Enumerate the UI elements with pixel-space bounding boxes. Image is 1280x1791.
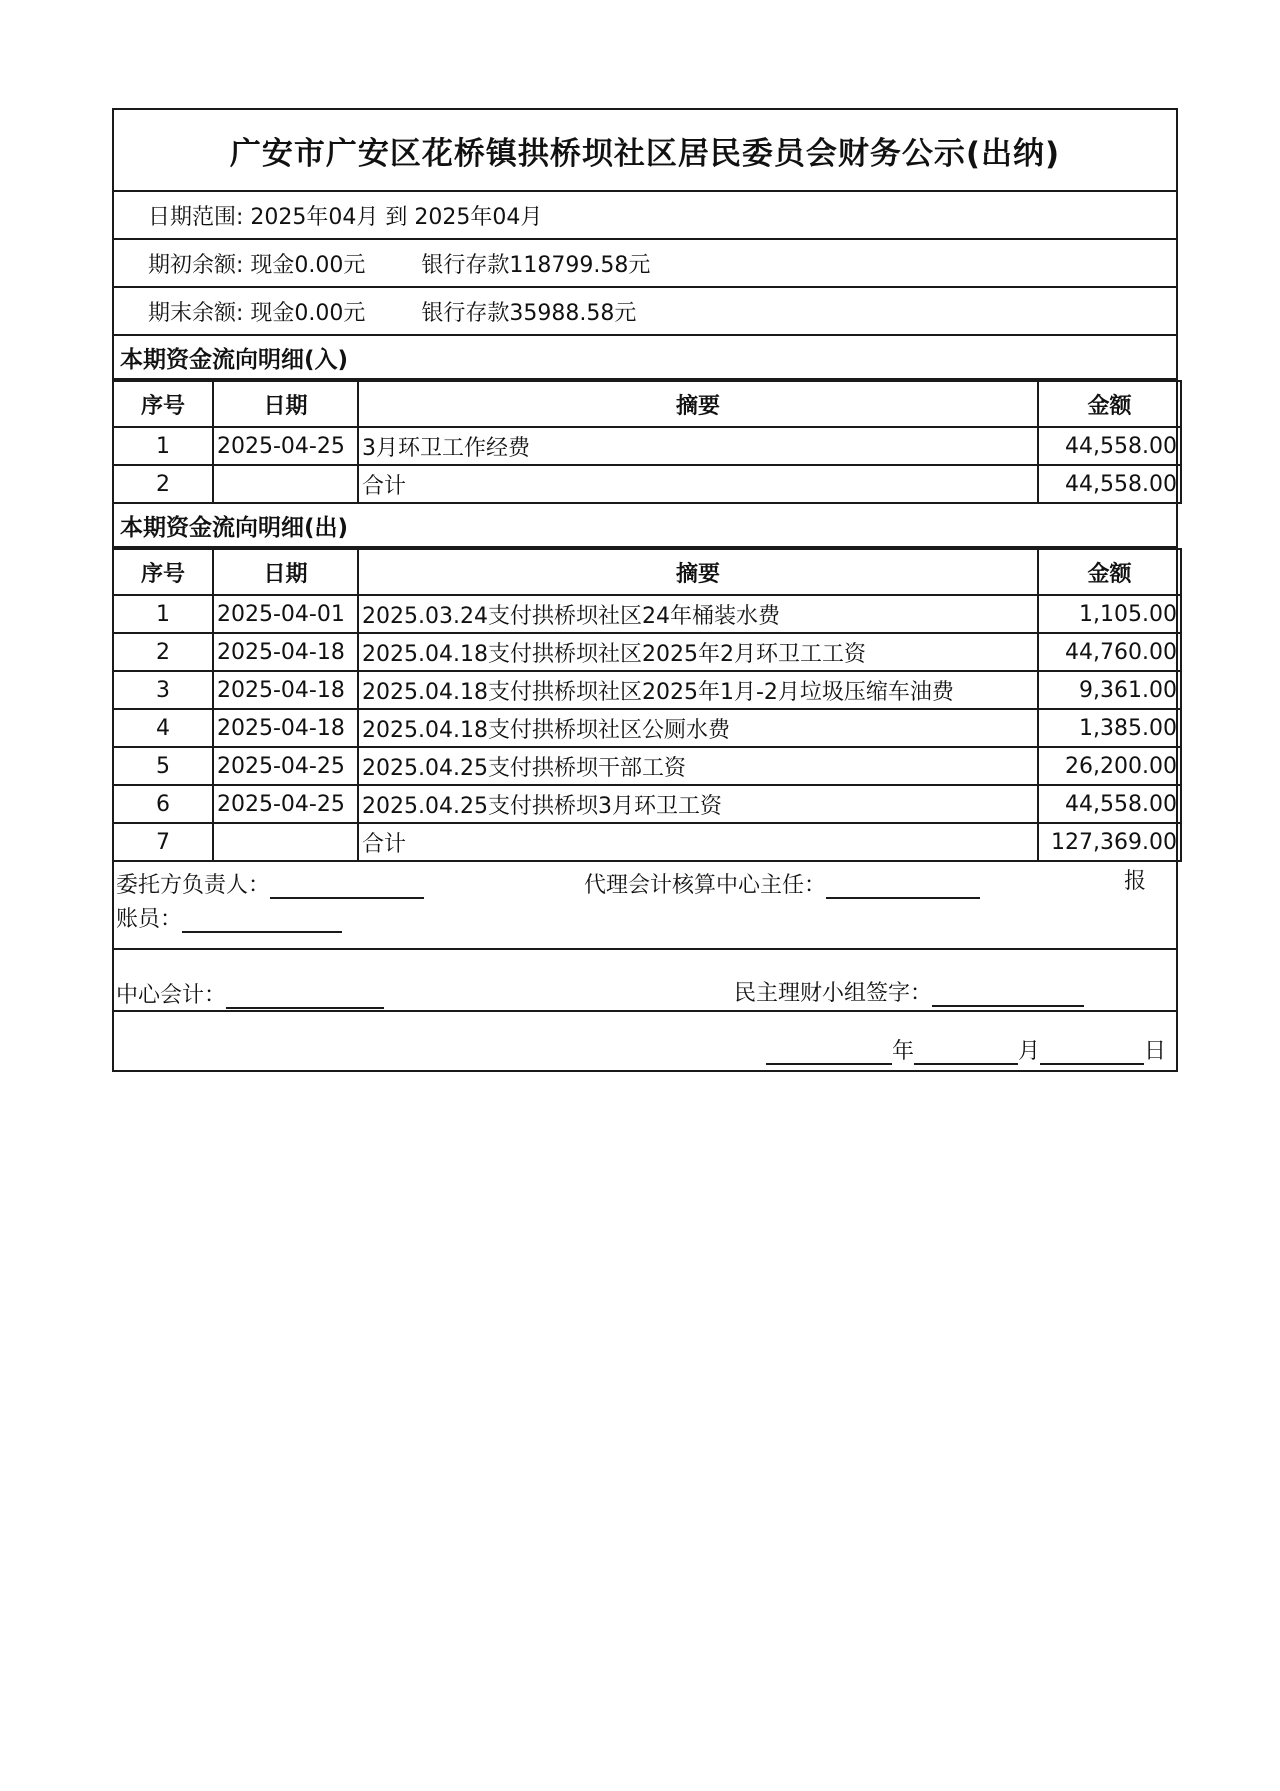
report-char: 报 [1124, 869, 1147, 894]
row-amount: 44,558.00 [1038, 465, 1181, 503]
closing-cash: 期末余额: 现金0.00元 [148, 300, 366, 326]
row-no: 6 [113, 785, 213, 823]
expense-table [112, 548, 1182, 862]
row-amount: 9,361.00 [1038, 671, 1181, 709]
director-label-group [584, 868, 980, 899]
closing-balance-row [114, 288, 1176, 336]
table-row [113, 595, 1181, 633]
row-desc: 2025.04.18支付拱桥坝社区2025年1月-2月垃圾压缩车油费 [358, 671, 1038, 709]
row-amount: 44,558.00 [1038, 785, 1181, 823]
row-amount: 1,385.00 [1038, 709, 1181, 747]
center-accountant-label: 中心会计： [116, 983, 227, 1008]
header-date: 日期 [213, 549, 358, 595]
row-no: 1 [113, 595, 213, 633]
row-date: 2025-04-18 [213, 671, 358, 709]
header-no: 序号 [113, 549, 213, 595]
director-signature-line [826, 875, 980, 899]
opening-bank: 银行存款118799.58元 [421, 252, 651, 278]
accountant-label-group [116, 902, 342, 933]
row-date: 2025-04-18 [213, 709, 358, 747]
table-row [113, 427, 1181, 465]
row-desc: 3月环卫工作经费 [358, 427, 1038, 465]
row-no: 2 [113, 633, 213, 671]
table-row [113, 785, 1181, 823]
row-date: 2025-04-25 [213, 785, 358, 823]
day-line [1040, 1041, 1144, 1065]
democratic-group-label: 民主理财小组签字： [734, 981, 933, 1006]
row-desc: 2025.04.18支付拱桥坝社区2025年2月环卫工工资 [358, 633, 1038, 671]
month-label: 月 [1018, 1039, 1041, 1064]
header-amount: 金额 [1038, 381, 1181, 427]
row-amount: 26,200.00 [1038, 747, 1181, 785]
center-accountant-group [116, 978, 384, 1009]
opening-cash: 期初余额: 现金0.00元 [148, 252, 366, 278]
row-desc: 2025.04.25支付拱桥坝干部工资 [358, 747, 1038, 785]
row-no: 7 [113, 823, 213, 861]
table-row [113, 709, 1181, 747]
opening-balance-row [114, 240, 1176, 288]
table-row [113, 633, 1181, 671]
row-amount: 44,558.00 [1038, 427, 1181, 465]
signature-row-center [114, 950, 1176, 1012]
closing-bank: 银行存款35988.58元 [421, 300, 637, 326]
row-date: 2025-04-25 [213, 747, 358, 785]
principal-label-group [116, 868, 424, 899]
center-accountant-line [226, 985, 384, 1009]
income-header-row [113, 381, 1181, 427]
center-director-label: 代理会计核算中心主任： [584, 873, 827, 898]
header-date: 日期 [213, 381, 358, 427]
row-amount: 1,105.00 [1038, 595, 1181, 633]
table-row [113, 465, 1181, 503]
row-no: 5 [113, 747, 213, 785]
income-table [112, 380, 1182, 504]
year-line [766, 1041, 892, 1065]
democratic-group [734, 976, 1084, 1007]
democratic-group-line [932, 983, 1084, 1007]
document-title: 广安市广安区花桥镇拱桥坝社区居民委员会财务公示(出纳) [114, 110, 1176, 192]
row-date [213, 465, 358, 503]
day-label: 日 [1144, 1039, 1167, 1064]
accountant-label: 账员： [116, 907, 183, 932]
table-row [113, 747, 1181, 785]
row-desc: 合计 [358, 823, 1038, 861]
finance-disclosure-sheet [112, 108, 1178, 1072]
header-amount: 金额 [1038, 549, 1181, 595]
row-desc: 合计 [358, 465, 1038, 503]
accountant-signature-line [182, 909, 342, 933]
row-no: 4 [113, 709, 213, 747]
row-desc: 2025.03.24支付拱桥坝社区24年桶装水费 [358, 595, 1038, 633]
header-no: 序号 [113, 381, 213, 427]
month-line [914, 1041, 1018, 1065]
row-date: 2025-04-18 [213, 633, 358, 671]
expense-section-title: 本期资金流向明细(出) [114, 504, 1176, 548]
signature-row-date [114, 1012, 1176, 1070]
row-date: 2025-04-01 [213, 595, 358, 633]
row-amount: 44,760.00 [1038, 633, 1181, 671]
date-range-row [114, 192, 1176, 240]
row-desc: 2025.04.25支付拱桥坝3月环卫工资 [358, 785, 1038, 823]
signature-row-principal [114, 862, 1176, 950]
year-label: 年 [892, 1039, 915, 1064]
expense-header-row [113, 549, 1181, 595]
row-amount: 127,369.00 [1038, 823, 1181, 861]
row-no: 3 [113, 671, 213, 709]
table-row [113, 671, 1181, 709]
table-row [113, 823, 1181, 861]
header-desc: 摘要 [358, 549, 1038, 595]
principal-label: 委托方负责人： [116, 873, 271, 898]
header-desc: 摘要 [358, 381, 1038, 427]
row-desc: 2025.04.18支付拱桥坝社区公厕水费 [358, 709, 1038, 747]
row-date: 2025-04-25 [213, 427, 358, 465]
row-no: 1 [113, 427, 213, 465]
row-no: 2 [113, 465, 213, 503]
income-section-title: 本期资金流向明细(入) [114, 336, 1176, 380]
date-line-group [766, 1034, 1166, 1065]
date-range: 日期范围: 2025年04月 到 2025年04月 [148, 204, 543, 230]
signature-block [114, 862, 1176, 1070]
principal-signature-line [270, 875, 424, 899]
row-date [213, 823, 358, 861]
